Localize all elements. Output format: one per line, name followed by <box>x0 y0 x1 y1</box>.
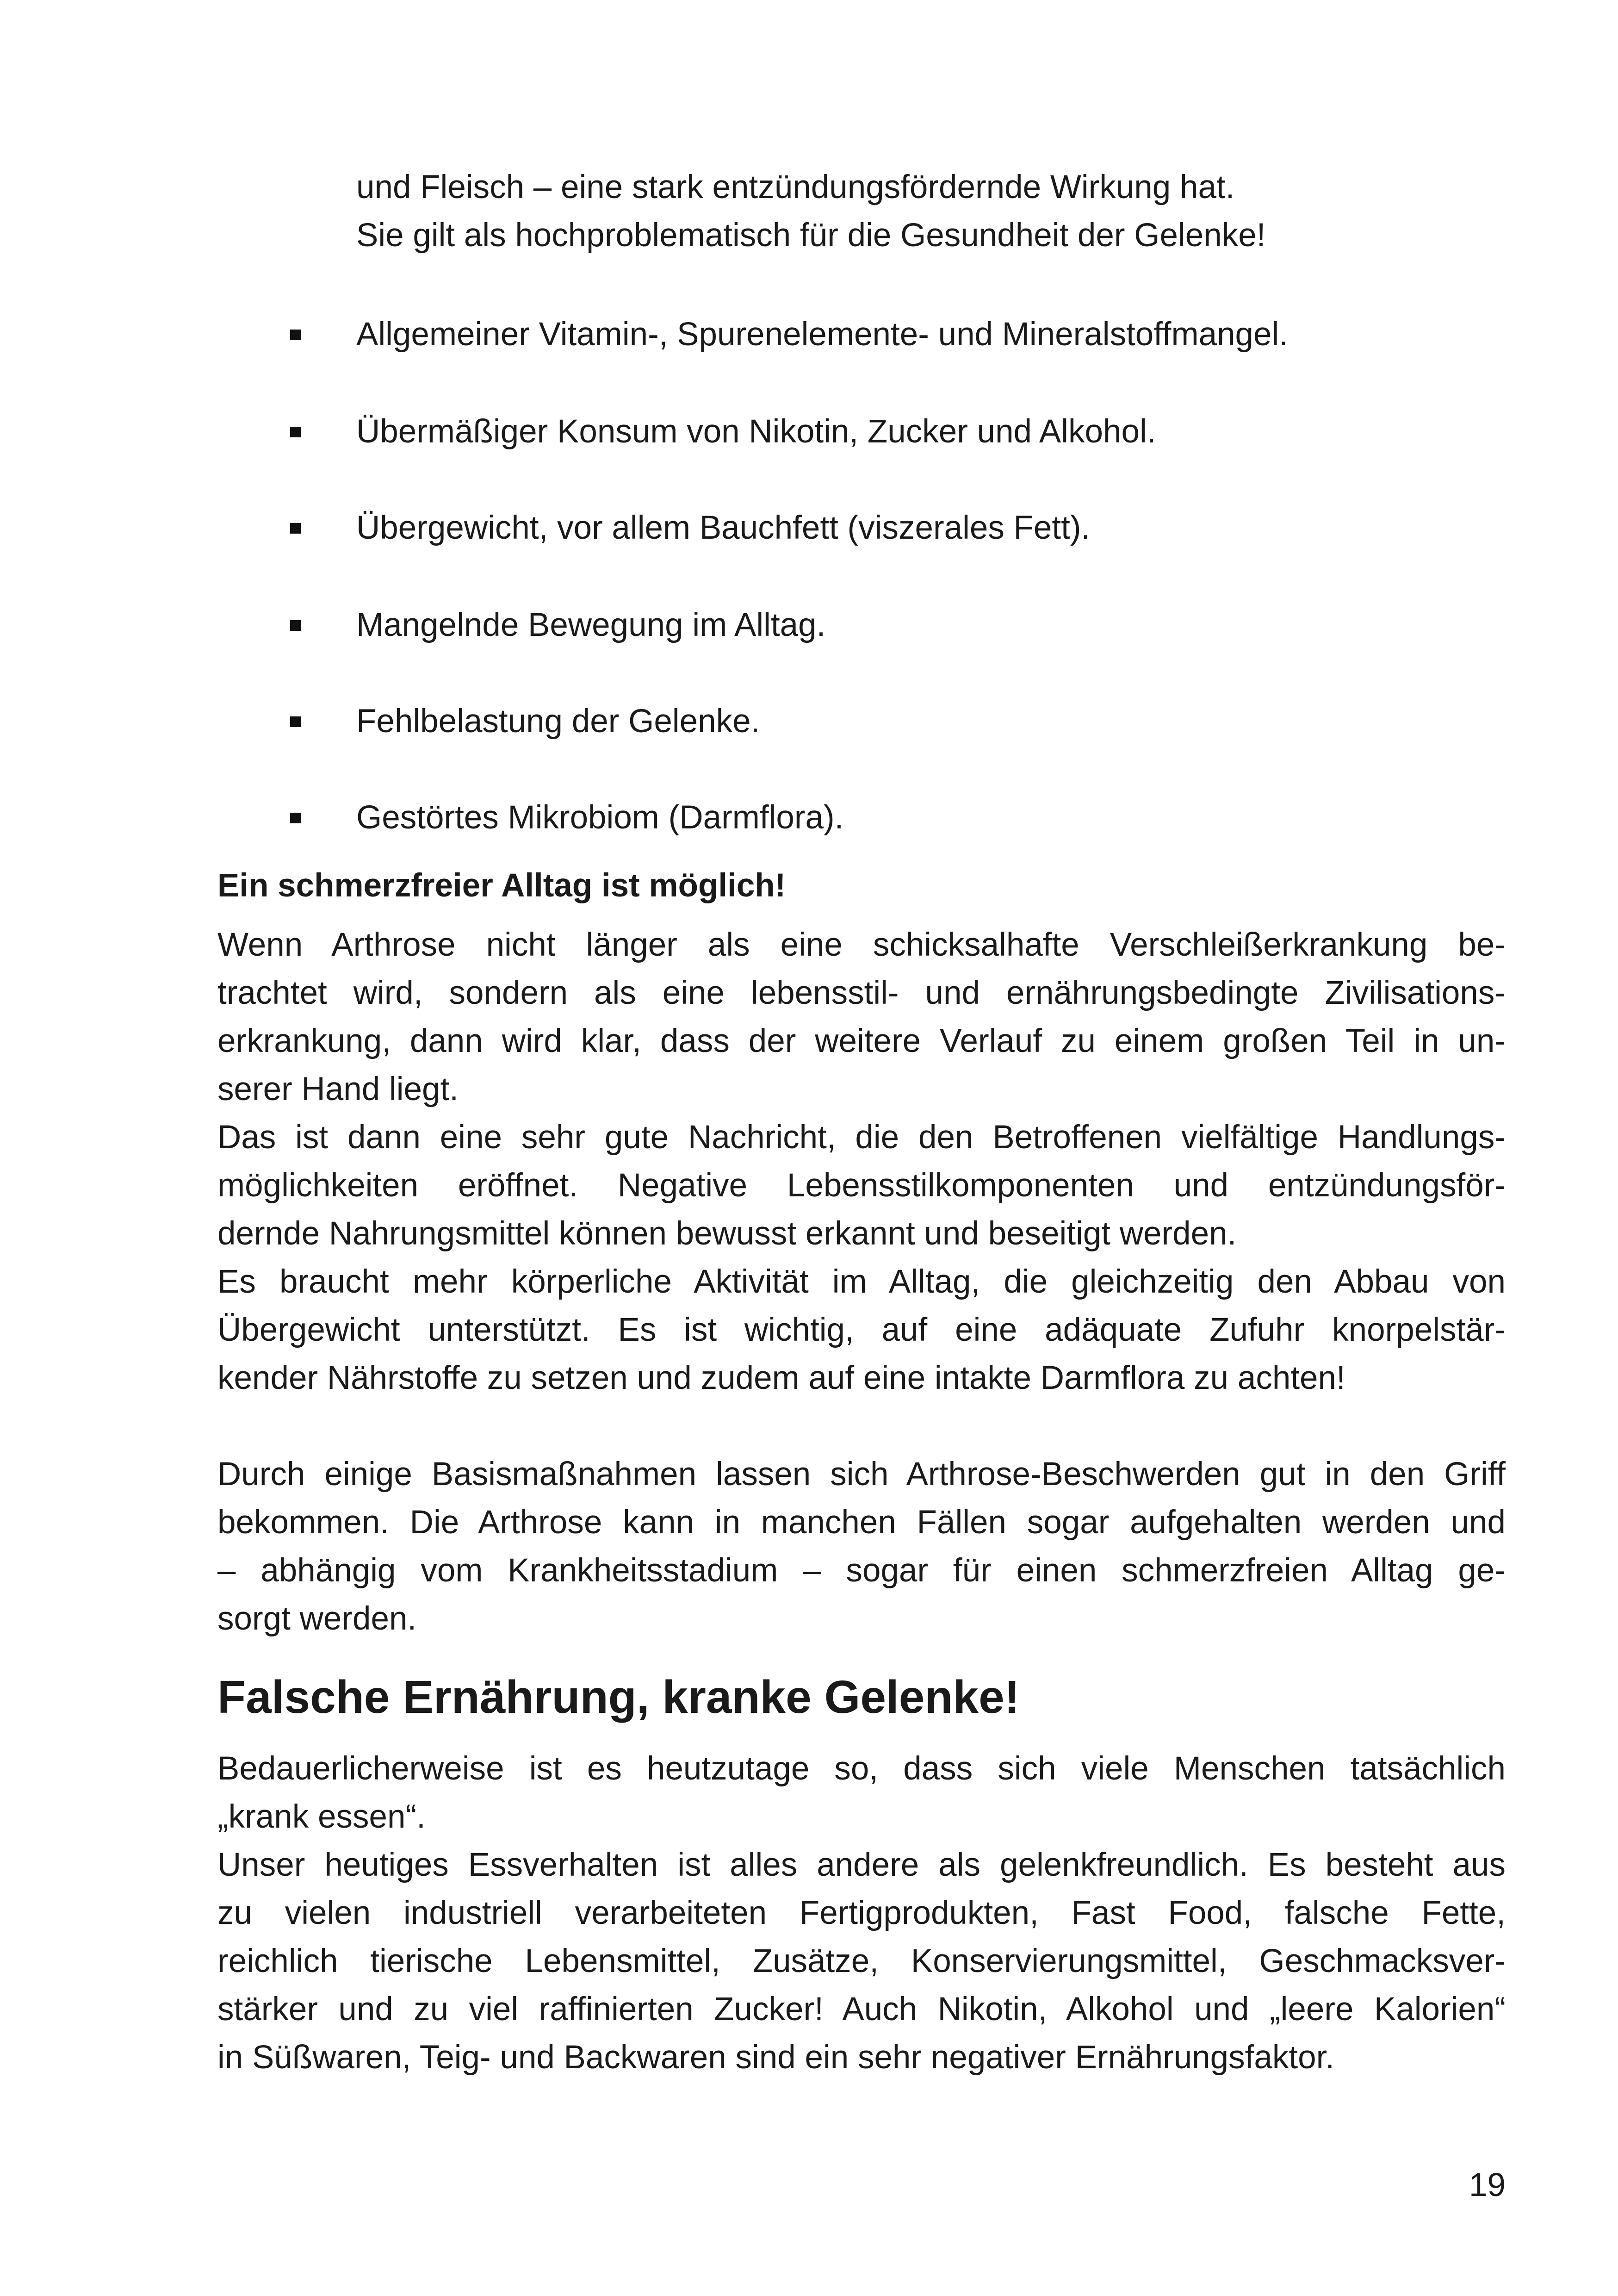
text-line: möglichkeiten eröffnet. Negative Lebensstilkomponenten und entzündungsför- <box>217 1167 1506 1204</box>
text-line: Wenn Arthrose nicht länger als eine schicksalhafte Verschleißerkrankung be- <box>217 927 1506 963</box>
square-bullet-icon <box>290 813 301 823</box>
square-bullet-icon <box>290 620 301 631</box>
text-line: serer Hand liegt. <box>217 1071 459 1108</box>
list-item <box>290 697 760 746</box>
square-bullet-icon <box>290 330 301 340</box>
intro-line: Sie gilt als hochproblematisch für die Gesundheit der Gelenke! <box>356 217 1266 254</box>
list-item-text: Allgemeiner Vitamin-, Spurenelemente- und Mineralstoffmangel. <box>356 316 1289 353</box>
text-line: stärker und zu viel raffinierten Zucker! Auch Nikotin, Alkohol und „leere Kalorien“ <box>217 1991 1506 2028</box>
text-line: Übergewicht unterstützt. Es ist wichtig, auf eine adäquate Zufuhr knorpelstär- <box>217 1312 1506 1348</box>
paragraph <box>217 1745 1506 1841</box>
square-bullet-icon <box>290 427 301 437</box>
text-line: trachtet wird, sondern als eine lebensstil- und ernährungsbedingte Zivilisations- <box>217 975 1506 1011</box>
text-line: in Süßwaren, Teig- und Backwaren sind ein sehr negativer Ernährungsfaktor. <box>217 2039 1335 2076</box>
list-item <box>290 311 1288 359</box>
list-item <box>290 794 843 842</box>
text-line: Bedauerlicherweise ist es heutzutage so, dass sich viele Menschen tatsächlich <box>217 1750 1506 1787</box>
text-line: Es braucht mehr körperliche Aktivität im Alltag, die gleichzeitig den Abbau von <box>217 1263 1506 1300</box>
text-line: „krank essen“. <box>217 1798 426 1835</box>
square-bullet-icon <box>290 523 301 534</box>
list-item-text: Übergewicht, vor allem Bauchfett (viszerales Fett). <box>356 510 1091 546</box>
text-line: dernde Nahrungsmittel können bewusst erkannt und beseitigt werden. <box>217 1215 1237 1252</box>
intro-line: und Fleisch – eine stark entzündungsfördernde Wirkung hat. <box>356 169 1235 205</box>
list-item-text: Gestörtes Mikrobiom (Darmflora). <box>356 799 844 836</box>
text-line: Das ist dann eine sehr gute Nachricht, die den Betroffenen vielfältige Handlungs- <box>217 1119 1506 1156</box>
paragraph <box>217 1258 1506 1402</box>
paragraph <box>217 921 1506 1114</box>
list-item-text: Fehlbelastung der Gelenke. <box>356 703 760 740</box>
page-number: 19 <box>1469 2167 1506 2203</box>
list-item-text: Mangelnde Bewegung im Alltag. <box>356 607 826 643</box>
text-line: erkrankung, dann wird klar, dass der weitere Verlauf zu einem großen Teil in un- <box>217 1023 1506 1059</box>
text-line: reichlich tierische Lebensmittel, Zusätze, Konservierungsmittel, Geschmacksver- <box>217 1943 1506 1979</box>
text-line: kender Nährstoffe zu setzen und zudem auf eine intakte Darmflora zu achten! <box>217 1360 1345 1396</box>
list-item <box>290 601 825 649</box>
text-line: Durch einige Basismaßnahmen lassen sich Arthrose-Beschwerden gut in den Griff <box>217 1456 1506 1493</box>
text-line: – abhängig vom Krankheitsstadium – sogar für einen schmerzfreien Alltag ge- <box>217 1552 1506 1589</box>
list-item <box>290 408 1156 456</box>
section-subheading: Ein schmerzfreier Alltag ist möglich! <box>217 867 786 904</box>
paragraph <box>217 1114 1506 1258</box>
list-item-text: Übermäßiger Konsum von Nikotin, Zucker und Alkohol. <box>356 413 1156 450</box>
text-line: bekommen. Die Arthrose kann in manchen Fällen sogar aufgehalten werden und <box>217 1504 1506 1541</box>
section-heading: Falsche Ernährung, kranke Gelenke! <box>217 1671 1020 1723</box>
text-line: Unser heutiges Essverhalten ist alles andere als gelenkfreundlich. Es besteht aus <box>217 1847 1506 1883</box>
list-item <box>290 504 1090 552</box>
paragraph <box>217 1841 1506 2082</box>
square-bullet-icon <box>290 716 301 727</box>
paragraph <box>217 1450 1506 1643</box>
text-line: sorgt werden. <box>217 1600 417 1637</box>
text-line: zu vielen industriell verarbeiteten Fertigprodukten, Fast Food, falsche Fette, <box>217 1895 1506 1931</box>
